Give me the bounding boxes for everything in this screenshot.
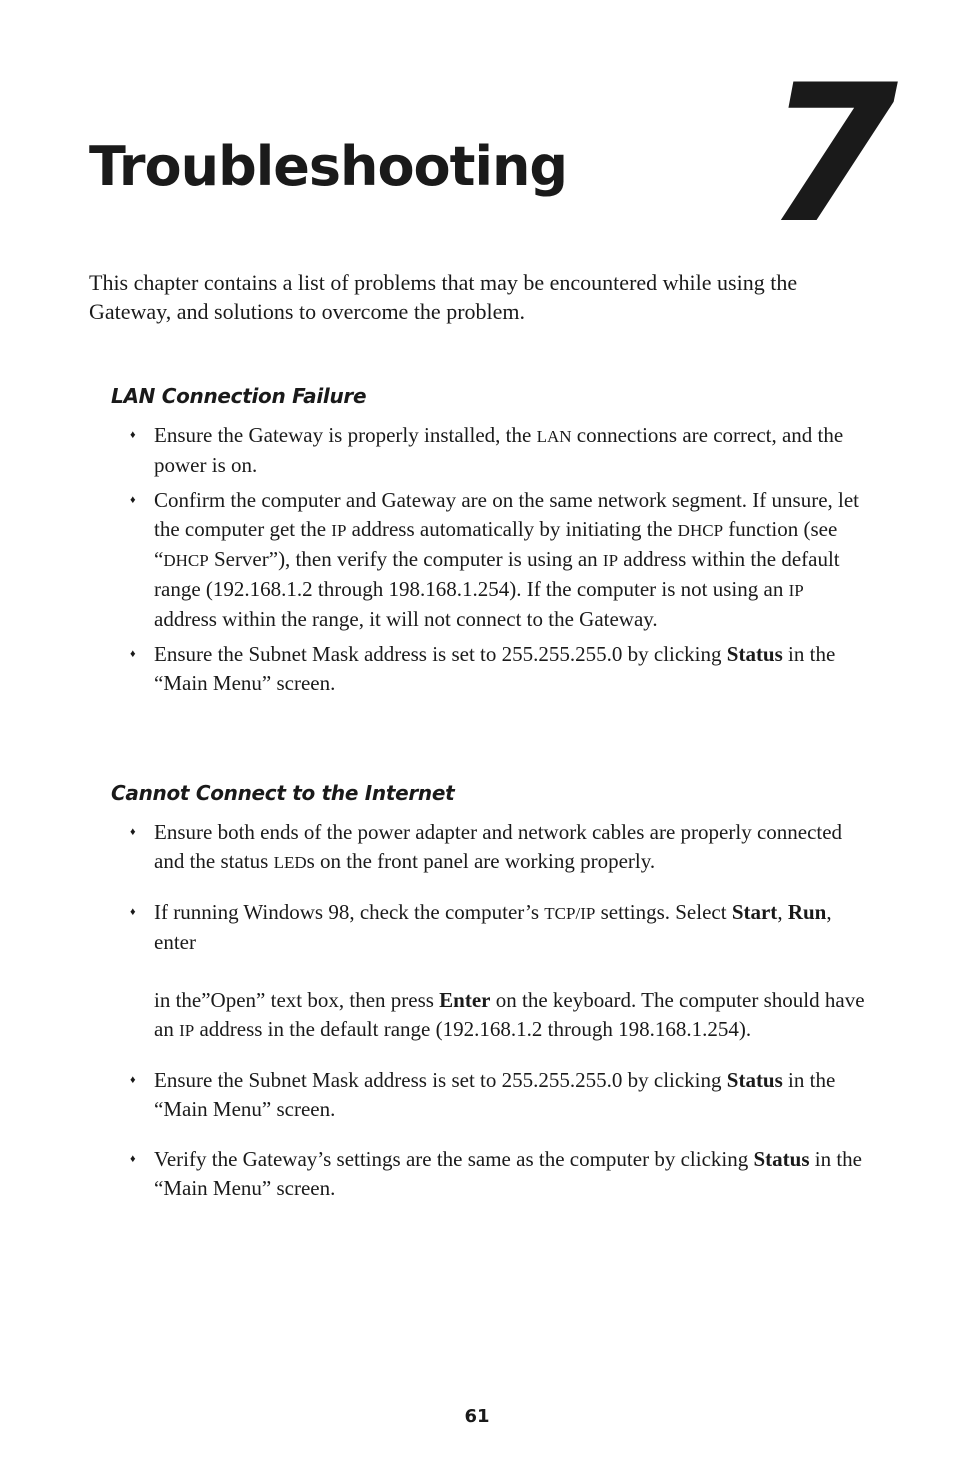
chapter-title: Troubleshooting <box>89 135 568 198</box>
list-item <box>130 421 870 480</box>
list-item <box>130 1066 870 1124</box>
bullet-icon: ♦ <box>130 826 136 838</box>
item-acronym: LAN <box>536 427 572 446</box>
item-text: Ensure both ends of the power adapter and network cables are properly connected and the status <box>154 820 843 873</box>
bullet-icon: ♦ <box>130 648 136 660</box>
bullet-icon: ♦ <box>130 429 136 441</box>
intro-paragraph: This chapter contains a list of problems that may be encountered while using the Gateway, and solutions to overcome the problem. <box>89 270 798 324</box>
item-text: s on the front panel are working properly. <box>306 849 656 873</box>
item-text: Ensure the Subnet Mask address is set to 255.255.255.0 by clicking <box>154 1068 727 1092</box>
item-text: Server”), then verify the computer is using an <box>208 547 603 571</box>
item-acronym: LED <box>273 853 307 872</box>
section-heading-cannot-connect-internet: Cannot Connect to the Internet <box>111 781 455 805</box>
page-number: 61 <box>464 1406 490 1427</box>
section-heading-lan-connection-failure: LAN Connection Failure <box>111 384 367 408</box>
lan-troubleshooting-list <box>130 421 870 704</box>
item-bold-term: Status <box>726 642 783 666</box>
item-text: address automatically by initiating the <box>346 517 678 541</box>
bullet-icon: ♦ <box>130 1074 136 1086</box>
item-text: in the “Main Menu” screen. <box>154 1068 836 1121</box>
item-text: connections are correct, and the power is on. <box>154 423 844 477</box>
blank-line <box>154 957 870 986</box>
item-text: function (see “ <box>154 517 838 571</box>
item-acronym: IP <box>602 551 619 570</box>
item-text: address in the default range (192.168.1.2 through 198.168.1.254). <box>194 1017 752 1041</box>
item-text: If running Windows 98, check the computer’s <box>154 900 545 924</box>
item-text: in the “Main Menu” screen. <box>154 1147 863 1200</box>
list-item <box>130 486 870 634</box>
list-item <box>130 818 870 877</box>
item-text: , <box>777 900 788 924</box>
list-item <box>130 1145 870 1203</box>
item-bold-term: Start <box>731 900 778 924</box>
item-bold-term: Run <box>787 900 827 924</box>
item-acronym: DHCP <box>163 551 209 570</box>
list-item <box>130 640 870 698</box>
item-bold-term: Status <box>753 1147 810 1171</box>
bullet-icon: ♦ <box>130 1153 136 1165</box>
item-text: settings. Select <box>595 900 732 924</box>
item-text: in the “Main Menu” screen. <box>154 642 836 695</box>
bullet-icon: ♦ <box>130 494 136 506</box>
item-acronym: IP <box>331 521 347 540</box>
item-acronym: IP <box>179 1021 195 1040</box>
list-item <box>130 898 870 1045</box>
item-acronym: DHCP <box>677 521 724 540</box>
item-text: Verify the Gateway’s settings are the same as the computer by clicking <box>154 1147 754 1171</box>
chapter-number: 7 <box>766 44 899 265</box>
item-bold-term: Status <box>726 1068 783 1092</box>
internet-troubleshooting-list <box>130 818 870 1224</box>
item-text: Ensure the Subnet Mask address is set to 255.255.255.0 by clicking <box>154 642 727 666</box>
item-bold-term: Enter <box>439 988 491 1012</box>
item-text: Confirm the computer and Gateway are on the same network segment. If unsure, let the computer get the <box>154 488 860 541</box>
bullet-icon: ♦ <box>130 906 136 918</box>
item-text: address within the default range (192.168.1.2 through 198.168.1.254). If the computer is not using an <box>154 547 840 601</box>
item-acronym: TCP/IP <box>544 904 596 923</box>
item-text: , enter <box>154 900 832 954</box>
item-acronym: IP <box>788 581 804 600</box>
item-text: Ensure the Gateway is properly installed, the <box>154 423 537 447</box>
item-text: address within the range, it will not connect to the Gateway. <box>154 607 658 631</box>
item-text: in the”Open” text box, then press <box>154 988 440 1012</box>
item-text: on the keyboard. The computer should have an <box>154 988 865 1041</box>
